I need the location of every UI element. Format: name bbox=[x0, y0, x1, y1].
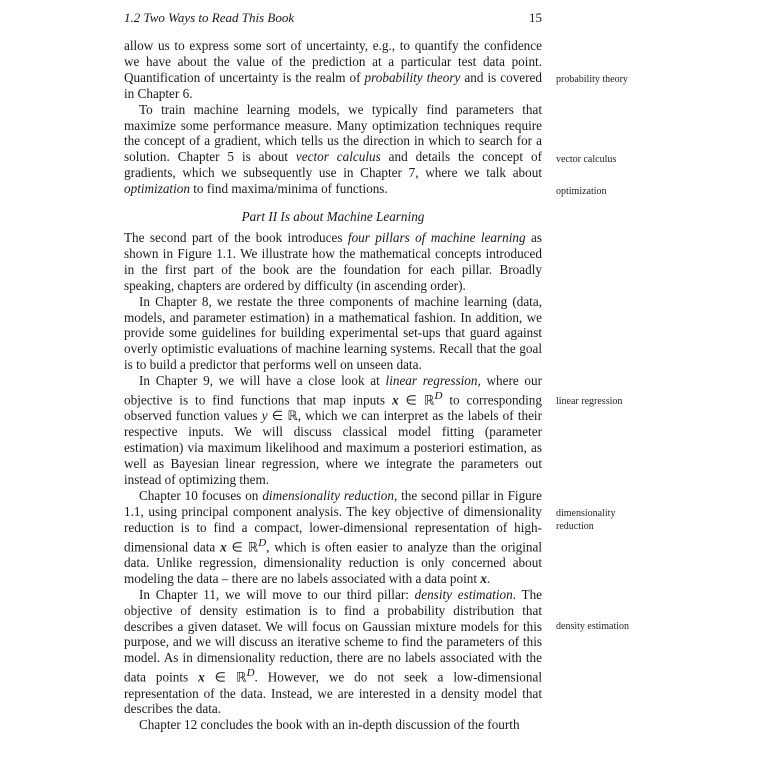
running-head bbox=[124, 10, 542, 28]
text-run: and details the concept of gradients, which we subsequently use in Chapter 7, where we talk about bbox=[124, 149, 542, 181]
text-run: to corresponding observed function values bbox=[124, 392, 542, 424]
emphasis-probability-theory: probability theory bbox=[364, 69, 461, 85]
paragraph-optimization bbox=[124, 102, 542, 197]
emphasis-four-pillars: four pillars of machine learning bbox=[347, 229, 526, 245]
paragraph-chapter-11 bbox=[124, 587, 542, 718]
margin-note-density-estimation: density estimation bbox=[556, 621, 630, 632]
text-run: Chapter 10 focuses on bbox=[139, 487, 263, 503]
paragraph-chapter-10 bbox=[124, 488, 542, 587]
page-number: 15 bbox=[529, 10, 542, 25]
margin-note-probability-theory: probability theory bbox=[556, 74, 628, 85]
paragraph-four-pillars bbox=[124, 230, 542, 294]
text-run: To train machine learning models, we typically find parameters that maximize some performance measure. Many optimization techniques require the concept of a gradient, which tells us the direction in which to search for a solution. Chapter 5 is about bbox=[124, 101, 542, 165]
math-in-reals: ∈ ℝ bbox=[226, 538, 259, 554]
math-x: x bbox=[198, 669, 205, 685]
math-in-reals: ∈ ℝ bbox=[267, 408, 298, 424]
emphasis-optimization: optimization bbox=[124, 181, 190, 197]
text-run: . bbox=[486, 570, 491, 586]
math-in-reals: ∈ ℝ bbox=[204, 669, 247, 685]
section-heading: Part II Is about Machine Learning bbox=[241, 209, 425, 225]
math-sup-d: D bbox=[434, 390, 443, 403]
text-run: and is covered in Chapter 6. bbox=[124, 69, 543, 101]
math-sup-d: D bbox=[258, 536, 267, 549]
math-x: x bbox=[392, 392, 399, 408]
margin-note-vector-calculus: vector calculus bbox=[556, 154, 617, 165]
text-run: Chapter 12 concludes the book with an in-depth discussion of the fourth bbox=[139, 717, 520, 733]
paragraph-uncertainty bbox=[124, 38, 542, 102]
text-run: , which we can interpret as the labels of their respective inputs. We will discuss classical model fitting (parameter estimation) via maximum likelihood and maximum a posteriori estimation, as well as Bayesian linear regression, where we integrate the parameters out instead of optimizing them. bbox=[124, 408, 542, 487]
text-run: In Chapter 9, we will have a close look at bbox=[139, 373, 386, 389]
math-y: y bbox=[261, 408, 268, 424]
body-text bbox=[124, 38, 542, 733]
text-run: In Chapter 11, we will move to our third pillar: bbox=[139, 586, 415, 602]
paragraph-chapter-12 bbox=[124, 717, 542, 733]
text-run: The second part of the book introduces bbox=[124, 229, 348, 245]
text-run: , where our objective is to find functions that map inputs bbox=[124, 373, 543, 408]
text-run: to find maxima/minima of functions. bbox=[189, 181, 388, 197]
running-title: 1.2 Two Ways to Read This Book bbox=[124, 10, 295, 25]
margin-note-optimization: optimization bbox=[556, 186, 607, 197]
margin-note-dimensionality-reduction: dimensionality reduction bbox=[556, 508, 616, 532]
text-run: . However, we do not seek a low-dimensional representation of the data. Instead, we are interested in a density model that describes the data. bbox=[124, 669, 542, 717]
margin-note-linear-regression: linear regression bbox=[556, 396, 623, 407]
math-in-reals: ∈ ℝ bbox=[398, 392, 435, 408]
text-run: In Chapter 8, we restate the three components of machine learning (data, models, and parameter estimation) in a mathematical fashion. In addition, we provide some guidelines for building experimental set-ups that guard against overly optimistic evaluations of machine learning systems. Recall that the goal is to build a predictor that performs well on unseen data. bbox=[124, 293, 542, 373]
math-sup-d: D bbox=[246, 667, 255, 680]
text-run: as shown in Figure 1.1. We illustrate how the mathematical concepts introduced in the first part of the book are the foundation for each pillar. Broadly speaking, chapters are ordered by difficulty (in ascending order). bbox=[124, 229, 542, 293]
math-x: x bbox=[220, 538, 227, 554]
emphasis-linear-regression: linear regression bbox=[385, 373, 478, 389]
text-run: . The objective of density estimation is to find a probability distribution that describes a given dataset. We will focus on Gaussian mixture models for this purpose, and we will discuss an iterative scheme to find the parameters of this model. As in dimensionality reduction, there are no labels associated with the data points bbox=[124, 586, 543, 685]
emphasis-vector-calculus: vector calculus bbox=[295, 149, 381, 165]
text-run: allow us to express some sort of uncertainty, e.g., to quantify the confidence we have about the value of the prediction at a particular test data point. Quantification of uncertainty is the realm of bbox=[124, 38, 542, 85]
text-run: , which is often easier to analyze than the original data. Unlike regression, dimensionality reduction is only concerned about modeling the data – there are no labels associated with a data point bbox=[124, 538, 542, 586]
text-run: , the second pillar in Figure 1.1, using principal component analysis. The key objective of dimensionality reduction is to find a compact, lower-dimensional representation of high-dimensional data bbox=[124, 487, 543, 554]
math-x: x bbox=[480, 570, 487, 586]
emphasis-density-estimation: density estimation bbox=[414, 586, 513, 602]
emphasis-dimensionality-reduction: dimensionality reduction bbox=[262, 487, 394, 503]
paragraph-chapter-9 bbox=[124, 373, 542, 488]
paragraph-chapter-8 bbox=[124, 294, 542, 374]
